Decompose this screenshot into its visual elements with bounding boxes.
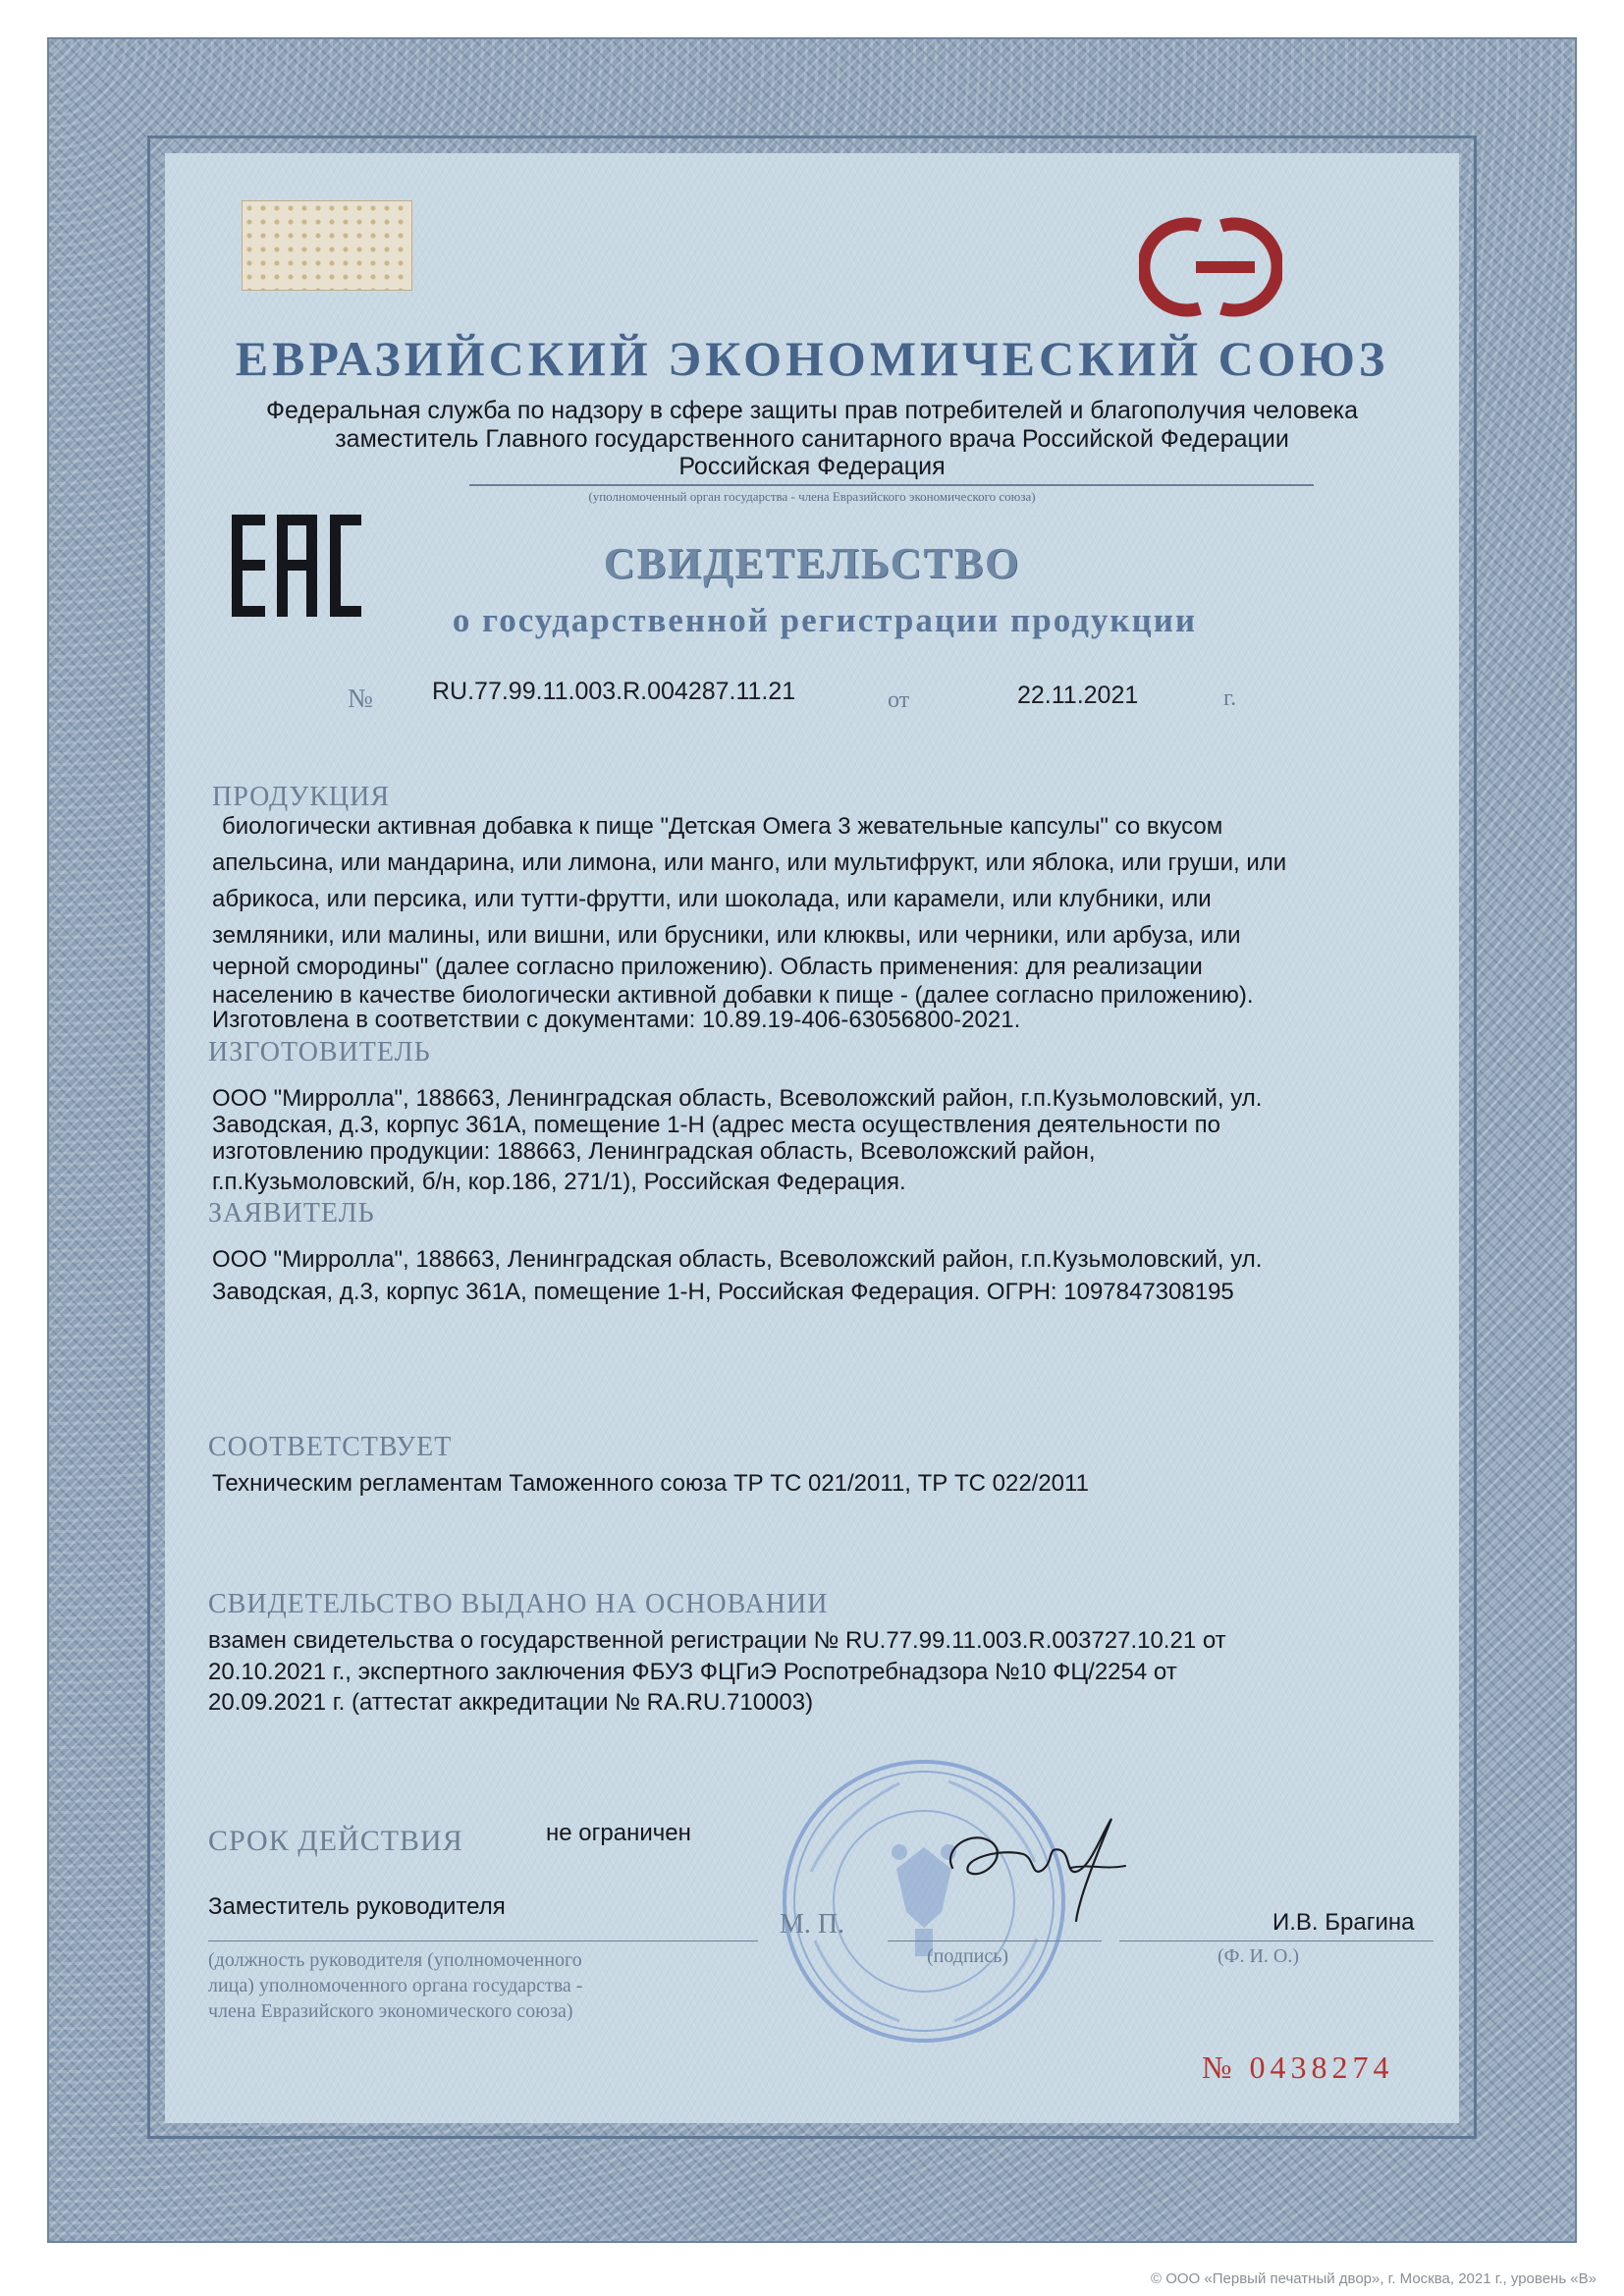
basis-line: 20.10.2021 г., экспертного заключения ФБУЗ ФЦГиЭ Роспотребнадзора №10 ФЦ/2254 от — [208, 1659, 1177, 1685]
blank-serial-number: № 0438274 — [1202, 2050, 1394, 2085]
date-label: от — [888, 687, 910, 713]
agency-rule — [469, 484, 1314, 486]
manufacturer-heading: ИЗГОТОВИТЕЛЬ — [208, 1037, 431, 1067]
agency-caption: (уполномоченный орган государства - члена Евразийского экономического союза) — [588, 489, 1036, 504]
agency-line-3: Российская Федерация — [678, 453, 946, 480]
validity-value: не ограничен — [546, 1820, 691, 1846]
printer-note: © ООО «Первый печатный двор», г. Москва, 2021 г., уровень «В» — [1151, 2270, 1597, 2287]
basis-heading: СВИДЕТЕЛЬСТВО ВЫДАНО НА ОСНОВАНИИ — [208, 1589, 829, 1619]
hologram-sticker — [242, 200, 412, 291]
number-label: № — [348, 683, 373, 713]
signatory-name: И.В. Брагина — [1272, 1909, 1415, 1936]
basis-line: 20.09.2021 г. (аттестат аккредитации № RA.RU.710003) — [208, 1689, 814, 1716]
position-caption: (должность руководителя (уполномоченного — [208, 1949, 582, 1971]
certificate-date: 22.11.2021 — [1017, 682, 1139, 709]
position-caption: члена Евразийского экономического союза) — [208, 2000, 573, 2022]
handwritten-signature — [933, 1799, 1139, 1927]
product-line: земляники, или малины, или вишни, или брусники, или клюквы, или черники, или арбуза, или — [212, 922, 1241, 949]
applicant-line: ООО "Мирролла", 188663, Ленинградская область, Всеволожский район, г.п.Кузьмоловский, ул. — [212, 1246, 1263, 1273]
product-line: абрикоса, или персика, или тутти-фрутти, или шоколада, или карамели, или клубники, или — [212, 886, 1212, 912]
year-suffix: г. — [1223, 685, 1237, 711]
certificate-subtitle: о государственной регистрации продукции — [452, 601, 1198, 639]
union-title: ЕВРАЗИЙСКИЙ ЭКОНОМИЧЕСКИЙ СОЮЗ — [235, 331, 1389, 386]
product-line: апельсина, или мандарина, или лимона, или манго, или мультифрукт, или яблока, или груши, или — [212, 849, 1287, 876]
conformity-line: Техническим регламентам Таможенного союза ТР ТС 021/2011, ТР ТС 022/2011 — [212, 1470, 1089, 1497]
product-line: биологически активная добавка к пище "Детская Омега 3 жевательные капсулы" со вкусом — [222, 813, 1223, 840]
name-caption: (Ф. И. О.) — [1218, 1945, 1300, 1967]
product-line: черной смородины" (далее согласно приложению). Область применения: для реализации — [212, 954, 1203, 980]
se-logo-icon — [1139, 212, 1282, 322]
agency-line-2: заместитель Главного государственного санитарного врача Российской Федерации — [335, 425, 1289, 453]
applicant-heading: ЗАЯВИТЕЛЬ — [208, 1198, 375, 1229]
product-heading: ПРОДУКЦИЯ — [212, 782, 391, 812]
agency-line-1: Федеральная служба по надзору в сфере защиты прав потребителей и благополучия человека — [265, 397, 1359, 424]
manufacturer-line: г.п.Кузьмоловский, б/н, кор.186, 271/1), Российская Федерация. — [212, 1169, 906, 1195]
certificate-number: RU.77.99.11.003.R.004287.11.21 — [432, 678, 796, 705]
signatory-position: Заместитель руководителя — [208, 1893, 506, 1920]
signature-caption: (подпись) — [927, 1945, 1009, 1967]
position-caption: лица) уполномоченного органа государства - — [208, 1975, 583, 1996]
seal-label: М. П. — [780, 1909, 845, 1940]
validity-heading: СРОК ДЕЙСТВИЯ — [208, 1825, 463, 1857]
product-line: населению в качестве биологически активной добавки к пище - (далее согласно приложению). — [212, 982, 1254, 1009]
basis-line: взамен свидетельства о государственной регистрации № RU.77.99.11.003.R.003727.10.21 от — [208, 1627, 1226, 1654]
product-line: Изготовлена в соответствии с документами: 10.89.19-406-63056800-2021. — [212, 1007, 1021, 1033]
conformity-heading: СООТВЕТСТВУЕТ — [208, 1432, 453, 1462]
certificate-title: СВИДЕТЕЛЬСТВО — [603, 539, 1021, 587]
manufacturer-line: ООО "Мирролла", 188663, Ленинградская область, Всеволожский район, г.п.Кузьмоловский, ул. — [212, 1085, 1263, 1112]
manufacturer-line: изготовлению продукции: 188663, Ленинградская область, Всеволожский район, — [212, 1138, 1096, 1165]
applicant-line: Заводская, д.3, корпус 361А, помещение 1-Н, Российская Федерация. ОГРН: 1097847308195 — [212, 1279, 1234, 1305]
manufacturer-line: Заводская, д.3, корпус 361А, помещение 1-Н (адрес места осуществления деятельности по — [212, 1112, 1220, 1138]
